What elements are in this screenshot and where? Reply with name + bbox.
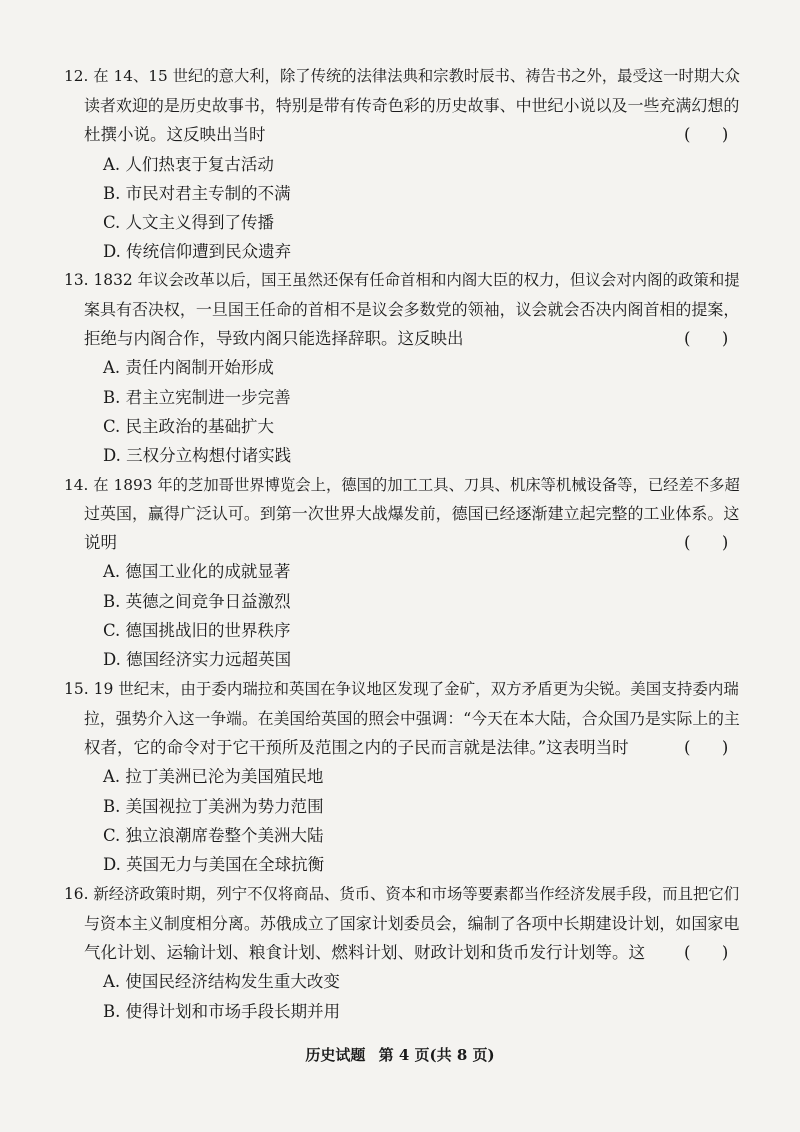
option-b: B. 君主立宪制进一步完善 (103, 388, 291, 407)
option-a: A. 责任内阁制开始形成 (103, 358, 274, 377)
question-13-stem-line-1: 13. 1832 年议会改革以后，国王虽然还保有任命首相和内阁大臣的权力，但议会对内阁的政策和提 (64, 271, 740, 289)
answer-parentheses: ( ) (684, 533, 729, 552)
answer-parentheses: ( ) (684, 738, 729, 757)
option-c: C. 独立浪潮席卷整个美洲大陆 (103, 826, 324, 845)
question-13-stem-line-3: 拒绝与内阁合作，导致内阁只能选择辞职。这反映出 (84, 329, 464, 348)
question-14-stem-line-3: 说明 (84, 533, 117, 552)
option-b: B. 美国视拉丁美洲为势力范围 (103, 797, 324, 816)
question-12-stem-line-1: 12. 在 14、15 世纪的意大利，除了传统的法律法典和宗教时辰书、祷告书之外，最受这一时期大众 (64, 67, 740, 85)
option-d: D. 传统信仰遭到民众遗弃 (103, 242, 292, 261)
option-d: D. 德国经济实力远超英国 (103, 650, 292, 669)
page-footer (0, 1044, 800, 1065)
option-c: C. 德国挑战旧的世界秩序 (103, 621, 291, 640)
option-b: B. 使得计划和市场手段长期并用 (103, 1002, 341, 1021)
option-c: C. 人文主义得到了传播 (103, 213, 275, 232)
option-d: D. 三权分立构想付诸实践 (103, 446, 292, 465)
question-16-stem-line-2: 与资本主义制度相分离。苏俄成立了国家计划委员会，编制了各项中长期建设计划，如国家电 (84, 914, 740, 933)
option-a: A. 人们热衷于复古活动 (103, 155, 274, 174)
question-16-stem-line-3: 气化计划、运输计划、粮食计划、燃料计划、财政计划和货币发行计划等。这 (84, 943, 645, 962)
question-14-stem-line-1: 14. 在 1893 年的芝加哥世界博览会上，德国的加工工具、刀具、机床等机械设备等，已经差不多超 (64, 476, 740, 494)
answer-parentheses: ( ) (684, 329, 729, 348)
question-15-stem-line-2: 拉，强势介入这一争端。在美国给英国的照会中强调：“今天在本大陆，合众国乃是实际上的主 (84, 709, 740, 728)
answer-parentheses: ( ) (684, 943, 729, 962)
option-a: A. 使国民经济结构发生重大改变 (103, 972, 340, 991)
option-a: A. 德国工业化的成就显著 (103, 562, 291, 581)
option-a: A. 拉丁美洲已沦为美国殖民地 (103, 767, 324, 786)
option-c: C. 民主政治的基础扩大 (103, 417, 275, 436)
question-15-stem-line-1: 15. 19 世纪末，由于委内瑞拉和英国在争议地区发现了金矿，双方矛盾更为尖锐。美国支持委内瑞 (64, 680, 739, 698)
answer-parentheses: ( ) (684, 125, 729, 144)
footer-subject: 历史试题 (305, 1046, 366, 1064)
question-16-stem-line-1: 16. 新经济政策时期，列宁不仅将商品、货币、资本和市场等要素都当作经济发展手段，而且把它们 (64, 885, 740, 903)
question-14-stem-line-2: 过英国，赢得广泛认可。到第一次世界大战爆发前，德国已经逐渐建立起完整的工业体系。这 (84, 504, 740, 523)
option-d: D. 英国无力与美国在全球抗衡 (103, 855, 325, 874)
footer-page-number: 第 4 页(共 8 页) (378, 1046, 495, 1064)
option-b: B. 英德之间竞争日益激烈 (103, 592, 291, 611)
question-15-stem-line-3: 权者，它的命令对于它干预所及范围之内的子民而言就是法律。”这表明当时 (84, 738, 629, 757)
question-12-stem-line-3: 杜撰小说。这反映出当时 (84, 125, 266, 144)
question-13-stem-line-2: 案具有否决权，一旦国王任命的首相不是议会多数党的领袖，议会就会否决内阁首相的提案， (84, 300, 740, 319)
question-12-stem-line-2: 读者欢迎的是历史故事书，特别是带有传奇色彩的历史故事、中世纪小说以及一些充满幻想的 (84, 96, 740, 115)
option-b: B. 市民对君主专制的不满 (103, 184, 291, 203)
